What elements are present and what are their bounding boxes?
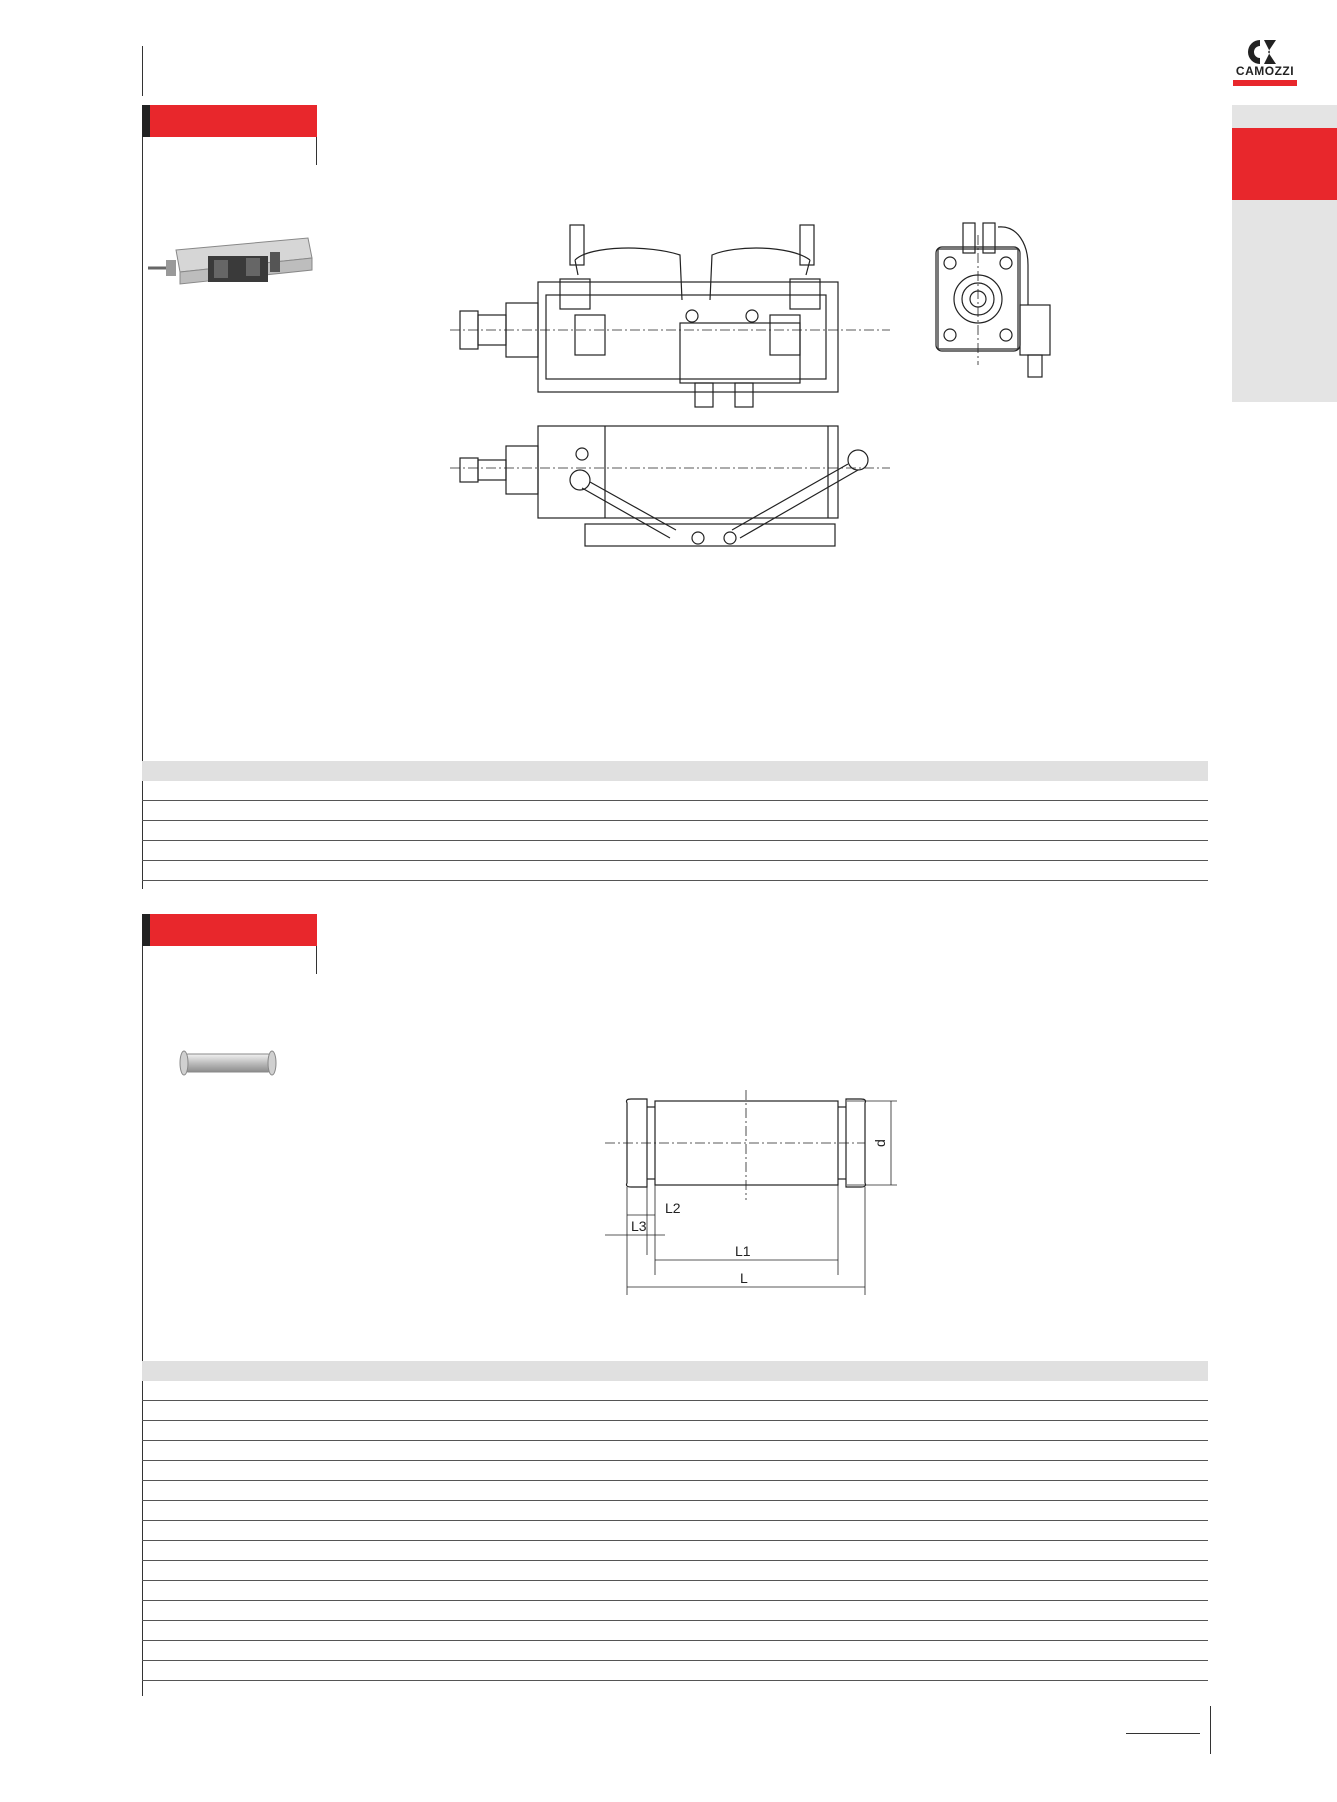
table-row [142,1481,1208,1501]
footer-page-rule [1210,1706,1211,1754]
section-2-header-tick [316,946,317,974]
table-row [142,1661,1208,1681]
table-row [142,861,1208,881]
table-row [142,841,1208,861]
dimension-l-label: L [740,1270,748,1286]
cylinder-valve-product-photo [148,228,316,298]
cylinder-top-view-drawing [450,420,900,550]
brand-name: CAMOZZI [1235,64,1295,78]
table-row [142,1441,1208,1461]
section-1-header-tick [316,137,317,165]
section-2-header-edge [142,914,150,946]
table-header [142,761,1208,781]
table-row [142,1601,1208,1621]
cylinder-side-view-drawing [928,215,1083,405]
table-row [142,1621,1208,1641]
table-row [142,1641,1208,1661]
section-1-header-bar [150,105,317,137]
section-2-header-bar [150,914,317,946]
table-row [142,1381,1208,1401]
dimension-l2-label: L2 [665,1200,681,1216]
table-row [142,1581,1208,1601]
table-row [142,781,1208,801]
dimension-l1-label: L1 [735,1243,751,1259]
table-row [142,1561,1208,1581]
brand-underline [1233,80,1297,86]
footer-rule [1126,1733,1200,1734]
table-row [142,1521,1208,1541]
table-row [142,821,1208,841]
section-1-table [142,761,1208,881]
side-index-tab[interactable] [1232,128,1337,200]
table-row [142,1421,1208,1441]
table-header [142,1361,1208,1381]
table-row [142,1461,1208,1481]
table-row [142,1541,1208,1561]
table-row [142,801,1208,821]
brand-logo [1232,36,1298,88]
top-margin-rule [142,46,143,96]
section-1-header-edge [142,105,150,137]
dimension-l3-label: L3 [631,1218,647,1234]
cylinder-front-view-drawing [450,215,900,415]
section-2-table [142,1361,1208,1681]
dimension-d-label: d [872,1139,888,1147]
table-row [142,1501,1208,1521]
pin-product-photo [178,1046,278,1080]
table-row [142,1401,1208,1421]
pin-dimension-drawing [595,1085,915,1305]
